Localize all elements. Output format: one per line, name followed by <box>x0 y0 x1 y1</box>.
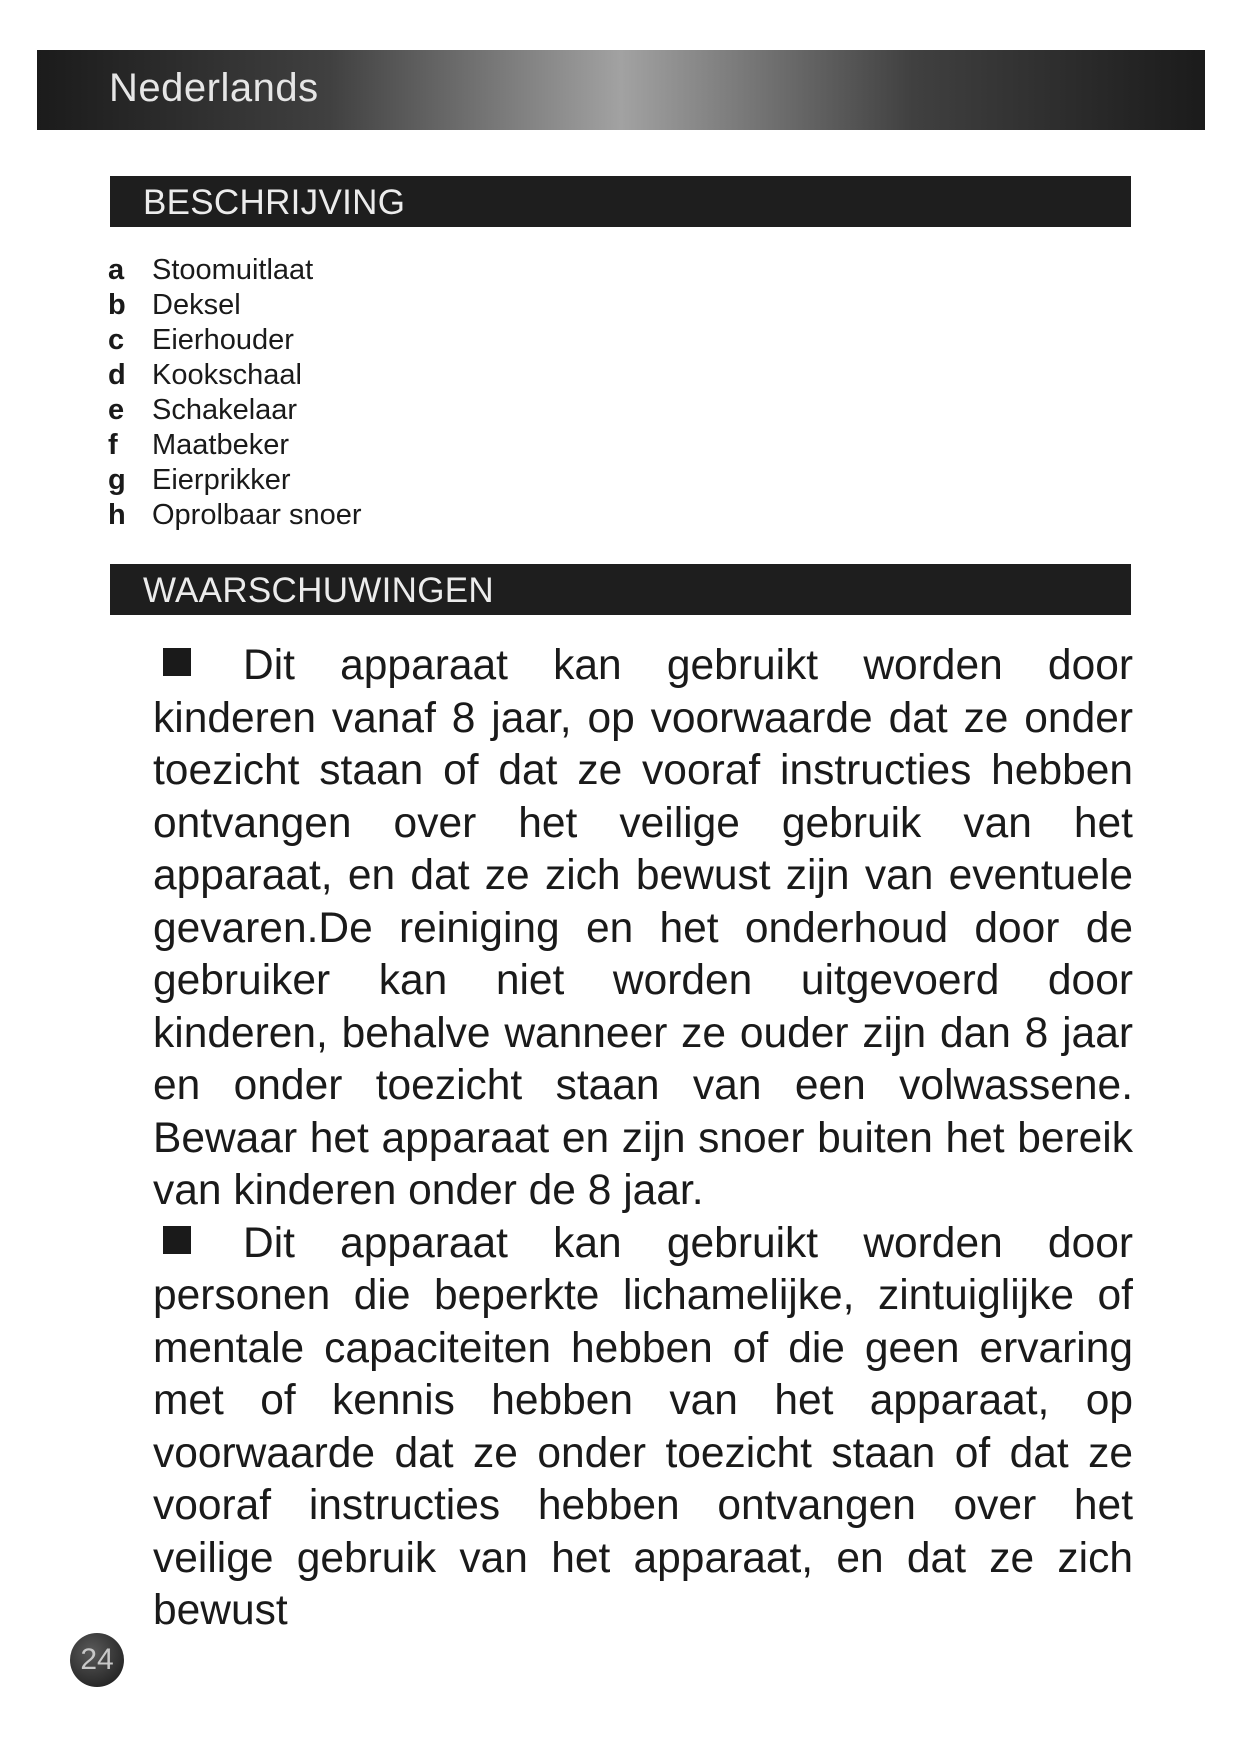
parts-list <box>108 253 708 533</box>
square-bullet-icon <box>163 1226 191 1254</box>
list-item <box>108 323 708 358</box>
page-number-badge <box>70 1633 124 1687</box>
part-label: Eierprikker <box>152 464 291 496</box>
part-label: Stoomuitlaat <box>152 254 314 286</box>
part-letter: d <box>108 359 126 391</box>
language-banner <box>37 50 1205 130</box>
section-title-warnings: WAARSCHUWINGEN <box>143 571 494 610</box>
part-label: Oprolbaar snoer <box>152 499 362 531</box>
square-bullet-icon <box>163 648 191 676</box>
section-header-description <box>110 176 1131 227</box>
part-letter: e <box>108 394 125 426</box>
section-header-warnings <box>110 564 1131 615</box>
list-item <box>108 253 708 288</box>
list-item <box>108 358 708 393</box>
part-label: Schakelaar <box>152 394 298 426</box>
part-letter: g <box>108 464 126 496</box>
warning-paragraph <box>153 1218 1133 1638</box>
part-label: Kookschaal <box>152 359 302 391</box>
part-letter: h <box>108 499 126 531</box>
list-item <box>108 428 708 463</box>
part-letter: a <box>108 254 125 286</box>
list-item <box>108 393 708 428</box>
part-letter: b <box>108 289 126 321</box>
part-label: Deksel <box>152 289 241 321</box>
part-label: Eierhouder <box>152 324 294 356</box>
list-item <box>108 463 708 498</box>
page-number: 24 <box>80 1643 114 1676</box>
part-letter: c <box>108 324 125 356</box>
warning-text: Dit apparaat kan gebruikt worden door personen die beperkte lichamelijke, zintuiglijke of mentale capaciteiten hebben of die geen ervaring met of kennis hebben van het apparaat, op voorwaarde dat ze onder toezicht staan of dat ze vooraf instructies hebben ontvangen over het veilige gebruik van het apparaat, en dat ze zich bewust <box>153 1219 1133 1634</box>
warnings-list <box>153 640 1133 1638</box>
part-label: Maatbeker <box>152 429 290 461</box>
language-label: Nederlands <box>109 66 319 110</box>
warning-paragraph <box>153 640 1133 1218</box>
list-item <box>108 498 708 533</box>
part-letter: f <box>108 429 118 461</box>
warning-text: Dit apparaat kan gebruikt worden door kinderen vanaf 8 jaar, op voorwaarde dat ze onder toezicht staan of dat ze vooraf instructies hebben ontvangen over het veilige gebruik van het apparaat, en dat ze zich bewust zijn van eventuele gevaren.De reiniging en het onderhoud door de gebruiker kan niet worden uitgevoerd door kinderen, behalve wanneer ze ouder zijn dan 8 jaar en onder toezicht staan van een volwassene. Bewaar het apparaat en zijn snoer buiten het bereik van kinderen onder de 8 jaar. <box>153 642 1133 1214</box>
list-item <box>108 288 708 323</box>
section-title-description: BESCHRIJVING <box>143 183 406 222</box>
